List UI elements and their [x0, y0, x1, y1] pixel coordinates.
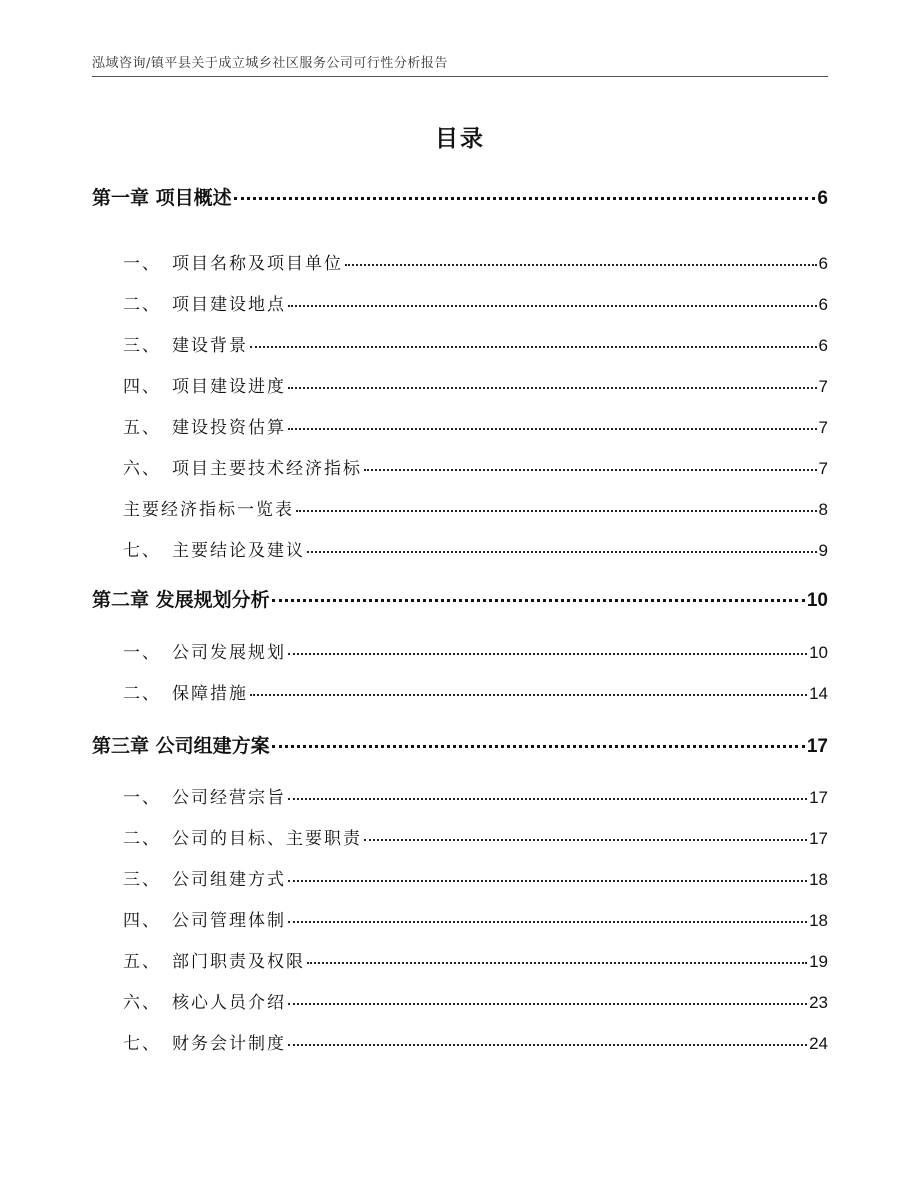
toc-entry-text: 公司经营宗旨 — [172, 788, 286, 808]
toc-page-number: 17 — [809, 829, 828, 848]
toc-section-entry[interactable] — [123, 824, 828, 849]
toc-entry-label — [123, 290, 286, 315]
dot-leader — [345, 264, 817, 266]
dot-leader — [307, 551, 817, 553]
toc-page-number: 17 — [809, 788, 828, 807]
toc-entry-number: 六、 — [123, 459, 161, 479]
toc-entry-label — [123, 906, 286, 931]
toc-entry-text: 公司管理体制 — [172, 911, 286, 931]
toc-entry-text: 核心人员介绍 — [172, 993, 286, 1013]
toc-section-entry[interactable] — [123, 413, 828, 438]
toc-entry-label — [123, 536, 305, 561]
dot-leader — [250, 346, 817, 348]
toc-entry-label — [123, 1029, 286, 1054]
toc-entry-text: 主要经济指标一览表 — [123, 500, 294, 520]
dot-leader — [296, 510, 817, 512]
toc-page-number: 10 — [809, 643, 828, 662]
toc-entry-number: 一、 — [123, 788, 161, 808]
toc-title: 目录 — [435, 126, 485, 152]
toc-chapter-entry[interactable] — [92, 731, 828, 758]
toc-entry-text: 保障措施 — [172, 684, 248, 704]
toc-entry-number: 三、 — [123, 336, 161, 356]
toc-entry-text: 建设背景 — [172, 336, 248, 356]
toc-section-entry[interactable] — [123, 454, 828, 479]
dot-leader — [234, 197, 816, 200]
running-header: 泓域咨询/镇平县关于成立城乡社区服务公司可行性分析报告 — [92, 56, 448, 71]
toc-section-entry[interactable] — [123, 331, 828, 356]
dot-leader — [307, 962, 807, 964]
dot-leader — [272, 599, 805, 602]
toc-page-number: 23 — [809, 993, 828, 1012]
toc-page-number: 19 — [809, 952, 828, 971]
toc-entry-number: 三、 — [123, 870, 161, 890]
toc-page-number: 9 — [818, 541, 828, 560]
dot-leader — [250, 694, 807, 696]
toc-page-number: 8 — [818, 500, 828, 519]
toc-entry-label — [123, 249, 343, 274]
toc-entry-label — [123, 638, 286, 663]
toc-page-number: 6 — [817, 188, 828, 209]
dot-leader — [288, 921, 807, 923]
toc-section-entry[interactable] — [123, 638, 828, 663]
toc-entry-text: 建设投资估算 — [172, 418, 286, 438]
toc-section-entry[interactable] — [123, 290, 828, 315]
toc-entry-number: 四、 — [123, 911, 161, 931]
toc-entry-number: 七、 — [123, 541, 161, 561]
toc-section-entry[interactable] — [123, 249, 828, 274]
toc-entry-text: 项目名称及项目单位 — [172, 254, 343, 274]
toc-entry-text: 公司的目标、主要职责 — [172, 829, 362, 849]
toc-page-number: 18 — [809, 911, 828, 930]
toc-entry-label — [92, 585, 270, 612]
toc-section-entry[interactable] — [123, 536, 828, 561]
toc-entry-label — [123, 947, 305, 972]
dot-leader — [288, 1044, 807, 1046]
toc-entry-text: 公司组建方式 — [172, 870, 286, 890]
toc-entry-text: 项目主要技术经济指标 — [172, 459, 362, 479]
dot-leader — [288, 1003, 807, 1005]
toc-entry-text: 第二章 发展规划分析 — [92, 589, 270, 611]
toc-page-number: 7 — [818, 459, 828, 478]
toc-entry-text: 部门职责及权限 — [172, 952, 305, 972]
toc-entry-number: 一、 — [123, 254, 161, 274]
toc-entry-number: 七、 — [123, 1034, 161, 1054]
toc-entry-number: 四、 — [123, 377, 161, 397]
dot-leader — [364, 469, 817, 471]
toc-entry-text: 公司发展规划 — [172, 643, 286, 663]
toc-entry-label — [123, 331, 248, 356]
toc-entry-label — [123, 988, 286, 1013]
toc-entry-number: 一、 — [123, 643, 161, 663]
toc-entry-text: 第三章 公司组建方案 — [92, 735, 270, 757]
toc-section-entry[interactable] — [123, 783, 828, 808]
toc-entry-text: 财务会计制度 — [172, 1034, 286, 1054]
toc-page-number: 7 — [818, 377, 828, 396]
toc-page-number: 14 — [809, 684, 828, 703]
toc-entry-text: 项目建设进度 — [172, 377, 286, 397]
toc-entry-label — [92, 183, 232, 210]
toc-chapter-entry[interactable] — [92, 585, 828, 612]
toc-page-number: 6 — [818, 336, 828, 355]
dot-leader — [288, 798, 807, 800]
toc-section-entry[interactable] — [123, 988, 828, 1013]
dot-leader — [364, 839, 807, 841]
toc-page-number: 18 — [809, 870, 828, 889]
toc-entry-number: 二、 — [123, 684, 161, 704]
toc-section-entry[interactable] — [123, 495, 828, 520]
toc-chapter-entry[interactable] — [92, 183, 828, 210]
dot-leader — [288, 653, 807, 655]
toc-entry-text: 主要结论及建议 — [172, 541, 305, 561]
toc-entry-label — [92, 731, 270, 758]
toc-section-entry[interactable] — [123, 906, 828, 931]
toc-entry-number: 五、 — [123, 418, 161, 438]
toc-page-number: 10 — [806, 590, 828, 611]
toc-entry-label — [123, 495, 294, 520]
toc-entry-label — [123, 679, 248, 704]
toc-entry-label — [123, 454, 362, 479]
toc-page-number: 6 — [818, 254, 828, 273]
toc-entry-text: 第一章 项目概述 — [92, 187, 232, 209]
toc-section-entry[interactable] — [123, 679, 828, 704]
toc-page-number: 24 — [809, 1034, 828, 1053]
dot-leader — [272, 745, 805, 748]
toc-entry-label — [123, 783, 286, 808]
toc-page-number: 7 — [818, 418, 828, 437]
toc-section-entry[interactable] — [123, 865, 828, 890]
toc-section-entry[interactable] — [123, 947, 828, 972]
toc-entry-label — [123, 865, 286, 890]
toc-entry-number: 二、 — [123, 295, 161, 315]
toc-entry-number: 二、 — [123, 829, 161, 849]
toc-entry-label — [123, 372, 286, 397]
dot-leader — [288, 880, 807, 882]
toc-entry-number: 五、 — [123, 952, 161, 972]
toc-entry-label — [123, 824, 362, 849]
dot-leader — [288, 387, 817, 389]
toc-section-entry[interactable] — [123, 1029, 828, 1054]
toc-section-entry[interactable] — [123, 372, 828, 397]
dot-leader — [288, 428, 817, 430]
toc-entry-number: 六、 — [123, 993, 161, 1013]
dot-leader — [288, 305, 817, 307]
toc-entry-text: 项目建设地点 — [172, 295, 286, 315]
header-rule — [92, 76, 828, 77]
toc-page-number: 6 — [818, 295, 828, 314]
toc-entry-label — [123, 413, 286, 438]
toc-page-number: 17 — [806, 736, 828, 757]
